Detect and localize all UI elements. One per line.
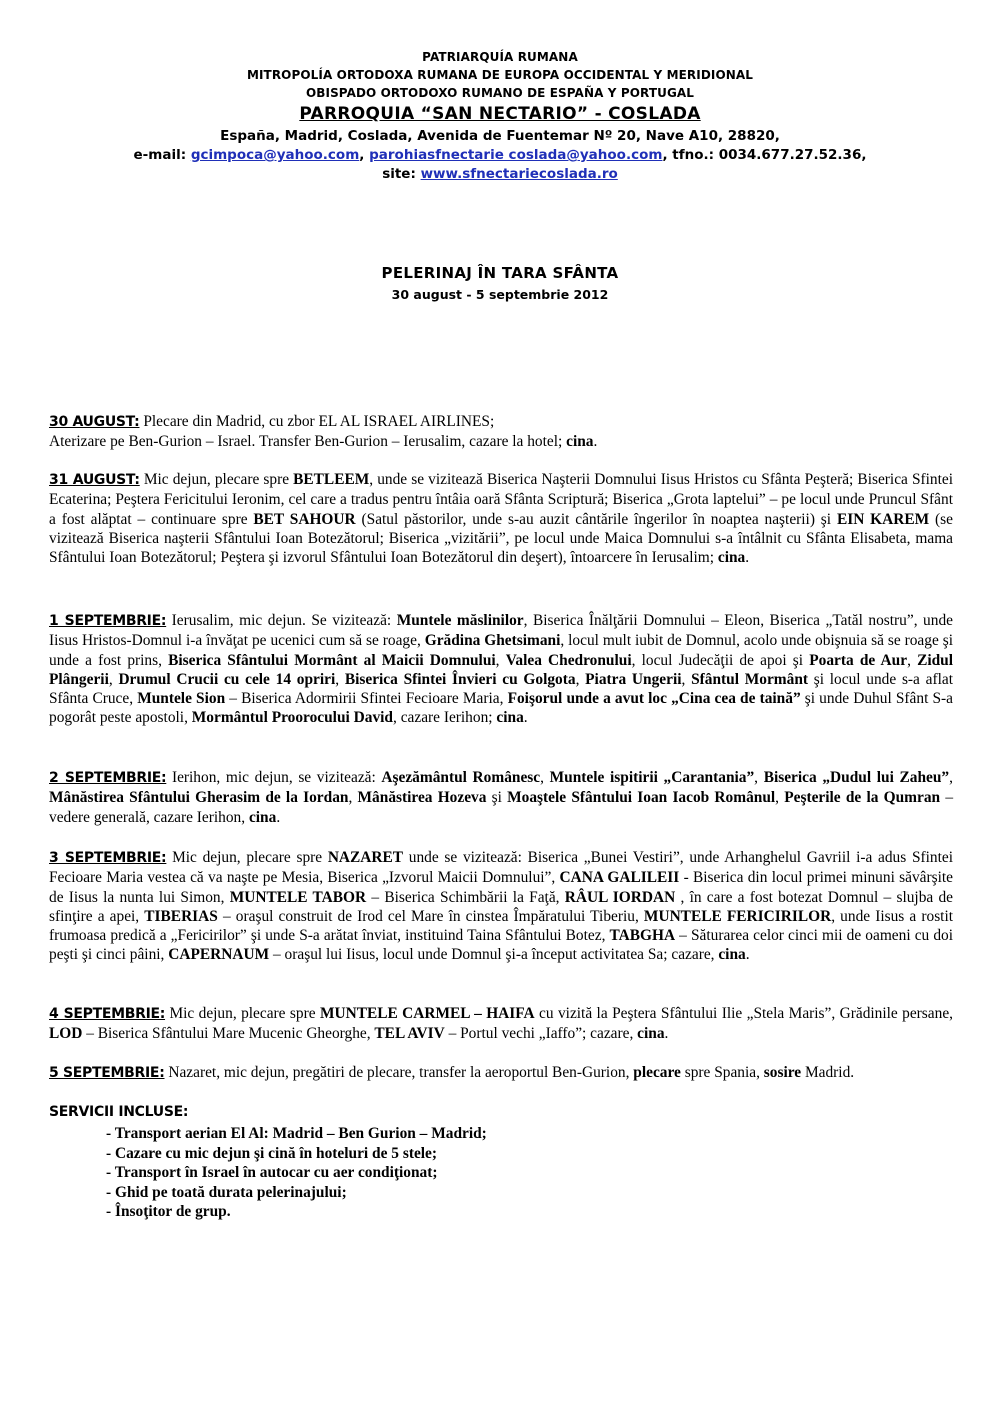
place-name: Valea Chedronului: [505, 651, 632, 669]
place-name: CAPERNAUM: [168, 946, 270, 964]
place-name: Biserica Sfintei Învieri cu Golgota: [344, 670, 576, 688]
day-text: şi unde Duhul Sfânt S-a pogorât peste apostoli,: [49, 690, 953, 727]
day-text: .: [664, 1025, 669, 1043]
day-text: , unde se vizitează Biserica Naşterii Domnului Iisus Hristos cu Sfânta Peşteră; Biserica Sfintei Ecaterina; Peştera Fericitului Ieronim, cel care a tradus pentru întâia oară Sfânta Scriptură; Biserica „Grota laptelui” – pe locul unde Pruncul Sfânt a fost alăptat – continuare spre: [49, 471, 953, 528]
place-name: CANA GALILEII: [559, 869, 680, 887]
day-text: – Portul vechi „Iaffo”; cazare,: [444, 1025, 638, 1043]
day-text: – Biserica Sfântului Mare Mucenic Gheorghe,: [82, 1025, 375, 1043]
header-parish-name: PARROQUIA “SAN NECTARIO” - COSLADA: [299, 104, 701, 124]
day-text: Plecare din Madrid, cu zbor EL AL ISRAEL AIRLINES;: [139, 413, 495, 430]
email-separator: ,: [359, 147, 370, 163]
place-name: cina: [566, 433, 594, 451]
service-item: - Transport în Israel în autocar cu aer condiţionat;: [106, 1164, 438, 1182]
day-text: ,: [495, 651, 506, 669]
day-text: ,: [949, 769, 953, 786]
day-text: ,: [575, 670, 586, 688]
day-text: – oraşul construit de Irod cel Mare în cinstea Împăratului Tiberiu,: [217, 907, 644, 925]
place-name: Sfântul Mormânt: [691, 670, 809, 688]
day-text: Mic dejun, plecare spre: [139, 471, 294, 488]
place-name: cina: [718, 946, 746, 964]
place-name: Piatra Ungerii: [585, 670, 682, 688]
place-name: RÂUL IORDAN: [564, 888, 676, 906]
place-name: EIN KAREM: [836, 510, 930, 528]
place-name: cina: [248, 808, 277, 826]
header-patriarchate: PATRIARQUÍA RUMANA: [422, 49, 578, 65]
place-name: MUNTELE TABOR: [229, 888, 367, 906]
day-text: , locul Judecăţii de apoi şi: [631, 651, 810, 669]
place-name: Peşterile de la Qumran: [784, 789, 941, 807]
place-name: TABGHA: [609, 927, 676, 945]
day-label: 31 AUGUST:: [49, 472, 140, 488]
service-item: - Ghid pe toată durata pelerinajului;: [106, 1183, 347, 1201]
day-text: ,: [907, 651, 918, 669]
place-name: Mormântul Proorocului David: [191, 709, 393, 727]
day-text: ,: [754, 769, 764, 786]
day-text: ,: [681, 670, 692, 688]
day-text: Ierihon, mic dejun, se vizitează:: [166, 769, 382, 786]
service-item: - Însoţitor de grup.: [106, 1203, 231, 1221]
day-text: – Biserica Adormirii Sfintei Fecioare Maria,: [225, 690, 508, 708]
place-name: plecare: [633, 1064, 681, 1081]
day-text: cu vizită la Peştera Sfântului Ilie „Stela Maris”, Grădinile persane,: [534, 1005, 953, 1022]
day-text: .: [276, 808, 281, 826]
place-name: Grădina Ghetsimani: [424, 632, 561, 650]
day-text: – Biserica Schimbării la Faţă,: [366, 888, 565, 906]
place-name: Biserica „Dudul lui Zaheu”: [763, 769, 950, 786]
day-text: – oraşul lui Iisus, locul unde Domnul şi-a început activitatea Sa; cazare,: [269, 946, 719, 964]
day-text: , unde Iisus a rostit frumoasa predică a „Fericirilor” şi unde S-a arătat înviat, instituind Taina Sfântului Botez,: [49, 907, 954, 945]
place-name: BET SAHOUR: [253, 510, 356, 528]
itinerary-day: [49, 1004, 953, 1044]
place-name: TEL AVIV: [374, 1025, 445, 1043]
day-text: Madrid.: [801, 1064, 855, 1081]
place-name: Foişorul unde a avut loc „Cina cea de taină”: [507, 690, 801, 708]
service-item: - Cazare cu mic dejun şi cină în hoteluri de 5 stele;: [106, 1144, 438, 1162]
day-text: , în care a fost botezat Domnul – slujba de sfinţire a apei,: [49, 888, 954, 925]
header-site: [0, 166, 1000, 182]
email-link-2[interactable]: parohiasfnectarie coslada@yahoo.com: [369, 147, 663, 163]
day-text: şi locul unde s-a aflat Sfânta Cruce,: [49, 670, 953, 708]
place-name: cina: [496, 709, 524, 727]
place-name: Zidul Plângerii: [49, 651, 954, 688]
day-label: 5 SEPTEMBRIE:: [49, 1065, 165, 1081]
day-text: (se vizitează Biserica naşterii Sfântului Ioan Botezătorul; Biserica „vizitării”, pe locul unde Maica Domnului s-a întâlnit cu Sfânta Elisabeta, mama Sfântului Ioan Botezătorul; Peştera şi izvorul Sfântului Ioan Botezătorul din deşert), întoarcere în Ierusalim;: [49, 510, 953, 567]
day-text: Ierusalim, mic dejun. Se vizitează:: [166, 612, 397, 629]
day-text: ,: [348, 789, 358, 807]
day-text: spre Spania,: [680, 1064, 764, 1081]
day-text: unde se vizitează: Biserica „Bunei Vestiri”, unde Arhanghelul Gavriil i-a adus Sfintei Fecioare Maria vestea că va naşte pe Mesia, Biserica „Izvorul Maicii Domnului”,: [49, 849, 953, 887]
services-list: [106, 1124, 487, 1222]
day-text: (Satul păstorilor, unde s-au auzit cântările îngerilor în noaptea naşterii) şi: [355, 510, 837, 528]
place-name: LOD: [49, 1025, 83, 1043]
place-name: Drumul Crucii cu cele 14 opriri: [118, 670, 336, 688]
site-label: site:: [382, 166, 421, 182]
itinerary-day: [49, 470, 953, 567]
day-text: ,: [335, 670, 345, 688]
place-name: Mânăstirea Sfântului Gherasim de la Iordan: [49, 789, 349, 807]
header-bishopric: OBISPADO ORTODOXO RUMANO DE ESPAÑA Y PORTUGAL: [305, 85, 695, 101]
place-name: Poarta de Aur: [809, 651, 908, 669]
document-title: PELERINAJ ÎN TARA SFÂNTA: [381, 264, 619, 282]
site-link[interactable]: www.sfnectariecoslada.ro: [420, 166, 618, 182]
document-dates: 30 august - 5 septembrie 2012: [391, 287, 609, 302]
day-text: Nazaret, mic dejun, pregătiri de plecare, transfer la aeroportul Ben-Gurion,: [164, 1064, 634, 1081]
itinerary-day: [49, 768, 953, 827]
place-name: Mânăstirea Hozeva: [357, 789, 487, 807]
day-text: , Biserica Înălţării Domnului – Eleon, Biserica „Tatăl nostru”, unde Iisus Hristos-Domnul i-a învăţat pe ucenici cum să se roage,: [49, 612, 953, 650]
day-text: – Săturarea celor cinci mii de oameni cu doi peşti şi cinci pâini,: [49, 927, 953, 964]
day-label: 1 SEPTEMBRIE:: [49, 613, 167, 629]
day-text: – vedere generală, cazare Ierihon,: [49, 789, 954, 826]
place-name: MUNTELE CARMEL – HAIFA: [319, 1005, 535, 1022]
email-label: e-mail:: [133, 147, 191, 163]
service-item: - Transport aerian El Al: Madrid – Ben Gurion – Madrid;: [106, 1125, 487, 1142]
day-label: 3 SEPTEMBRIE:: [49, 850, 167, 866]
services-title: SERVICII INCLUSE:: [49, 1104, 189, 1120]
day-text: ,: [540, 769, 550, 786]
day-text: şi: [486, 789, 508, 807]
place-name: Muntele măslinilor: [396, 612, 524, 629]
place-name: BETLEEM: [293, 471, 370, 488]
header-metropolis: MITROPOLÍA ORTODOXA RUMANA DE EUROPA OCCIDENTAL Y MERIDIONAL: [246, 67, 754, 83]
day-text: - Biserica din locul primei minuni săvârşite de Iisus la nunta lui Simon,: [49, 869, 953, 906]
itinerary-day: [49, 848, 953, 965]
day-text: .: [593, 433, 598, 451]
place-name: cina: [637, 1025, 665, 1043]
day-text: .: [745, 549, 750, 567]
itinerary-day: [49, 412, 953, 452]
place-name: Muntele ispitirii „Carantania”: [549, 769, 755, 786]
place-name: Aşezământul Românesc: [381, 769, 541, 786]
header-contact: [0, 147, 1000, 163]
itinerary-day: [49, 611, 953, 728]
day-text: Aterizare pe Ben-Gurion – Israel. Transfer Ben-Gurion – Ierusalim, cazare la hotel;: [49, 433, 567, 451]
day-label: 30 AUGUST:: [49, 414, 140, 430]
day-label: 4 SEPTEMBRIE:: [49, 1006, 166, 1022]
place-name: TIBERIAS: [144, 907, 218, 925]
place-name: sosire: [763, 1064, 802, 1081]
day-text: ,: [775, 789, 785, 807]
day-text: , cazare Ierihon;: [393, 709, 497, 727]
day-text: .: [745, 946, 750, 964]
day-text: Mic dejun, plecare spre: [166, 849, 328, 866]
header-address: España, Madrid, Coslada, Avenida de Fuentemar Nº 20, Nave A10, 28820,: [220, 128, 780, 144]
place-name: NAZARET: [327, 849, 404, 866]
place-name: Moaştele Sfântului Ioan Iacob Românul: [507, 789, 776, 807]
email-link-1[interactable]: gcimpoca@yahoo.com: [190, 147, 360, 163]
day-text: .: [523, 709, 528, 727]
day-label: 2 SEPTEMBRIE:: [49, 770, 167, 786]
place-name: Biserica Sfântului Mormânt al Maicii Domnului: [168, 651, 496, 669]
place-name: Muntele Sion: [137, 690, 226, 708]
place-name: MUNTELE FERICIRILOR: [643, 907, 832, 925]
day-text: Mic dejun, plecare spre: [165, 1005, 320, 1022]
place-name: cina: [717, 549, 746, 567]
phone-text: , tfno.: 0034.677.27.52.36,: [662, 147, 867, 163]
day-text: , locul mult iubit de Domnul, acolo unde obişnuia să se roage şi unde a fost prins,: [49, 632, 953, 669]
itinerary-day: [49, 1063, 953, 1083]
day-text: ,: [108, 670, 119, 688]
